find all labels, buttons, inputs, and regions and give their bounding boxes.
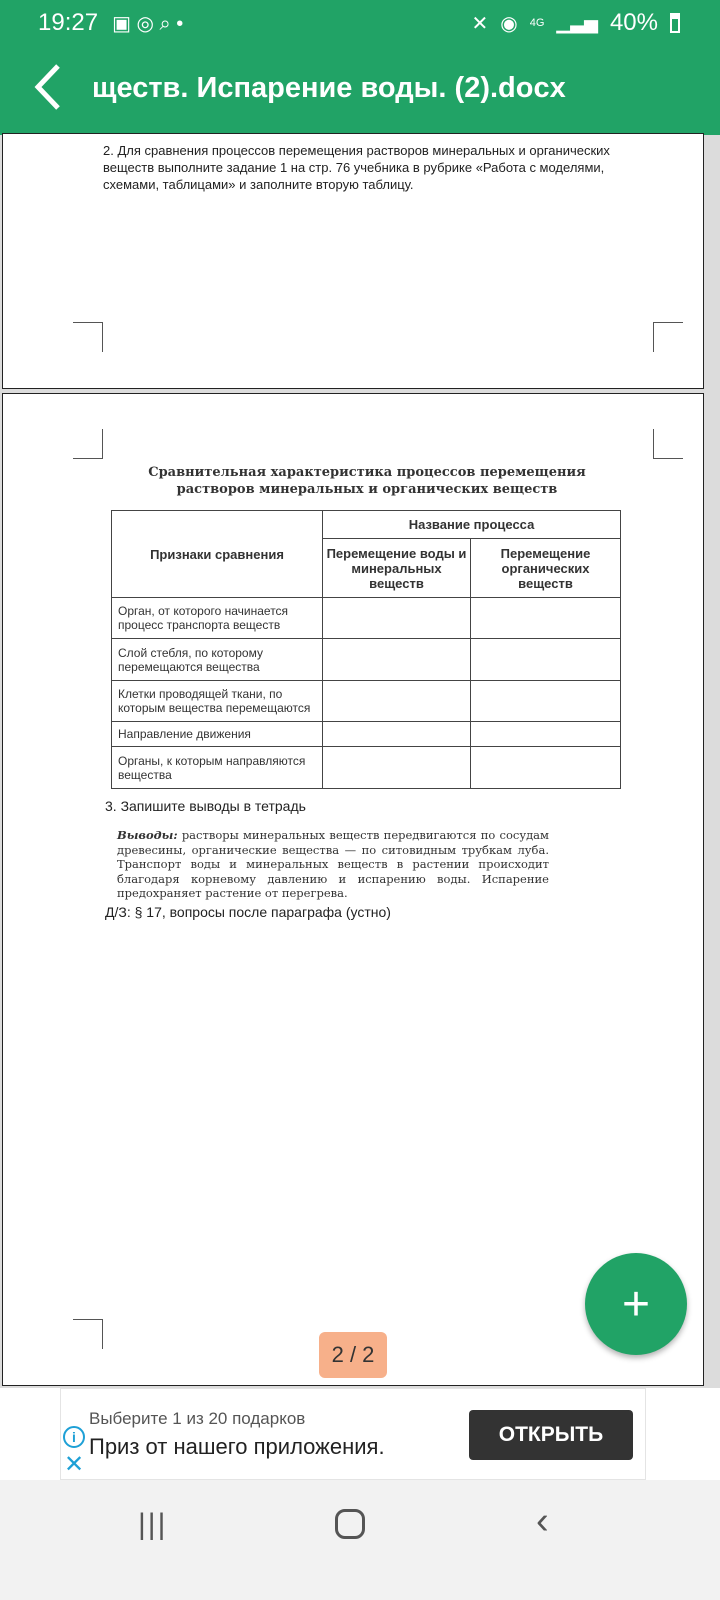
add-button[interactable] xyxy=(585,1253,687,1355)
document-title: ществ. Испарение воды. (2).docx xyxy=(92,72,566,104)
crop-mark xyxy=(653,429,683,459)
navigation-bar xyxy=(0,1480,720,1600)
ad-close-icon[interactable]: ✕ xyxy=(64,1451,85,1478)
conclusion-label: Выводы: xyxy=(117,828,178,842)
ad-banner[interactable] xyxy=(0,1388,720,1480)
cell xyxy=(471,747,621,789)
mute-icon: ✕ xyxy=(471,12,489,35)
battery-level: 40% xyxy=(609,9,658,36)
back-icon[interactable]: ‹ xyxy=(536,1500,549,1542)
back-arrow-icon[interactable] xyxy=(30,62,70,112)
row-label: Слой стебля, по которому перемещаются вещества xyxy=(112,639,323,681)
row-label: Направление движения xyxy=(112,722,323,747)
battery-icon xyxy=(670,13,680,33)
row-label: Клетки проводящей ткани, по которым вещества перемещаются xyxy=(112,681,323,722)
header-process-name: Название процесса xyxy=(323,511,621,539)
cell xyxy=(323,681,471,722)
notification-icons: ▣ ◎ ⌕ • xyxy=(112,12,184,35)
ad-line-1: Выберите 1 из 20 подарков xyxy=(89,1409,306,1428)
document-page-1 xyxy=(2,133,704,389)
ad-open-button[interactable]: ОТКРЫТЬ xyxy=(469,1410,633,1460)
app-bar xyxy=(0,0,720,135)
status-bar xyxy=(38,8,680,38)
hotspot-icon: ◉ xyxy=(500,12,518,35)
table-row xyxy=(112,598,621,639)
page-indicator: 2 / 2 xyxy=(319,1332,387,1378)
table-row xyxy=(112,747,621,789)
cell xyxy=(323,598,471,639)
cell xyxy=(471,598,621,639)
header-organic: Перемещение органических веществ xyxy=(471,539,621,598)
recent-apps-icon[interactable]: ||| xyxy=(138,1508,168,1541)
plus-icon: + xyxy=(621,1277,651,1331)
document-page-2 xyxy=(2,393,704,1386)
crop-mark xyxy=(73,322,103,352)
conclusion-text xyxy=(117,828,549,901)
table-row xyxy=(112,722,621,747)
crop-mark xyxy=(653,322,683,352)
table-row xyxy=(112,639,621,681)
crop-mark xyxy=(73,429,103,459)
signal-icon: ▁▃▅ xyxy=(556,12,598,33)
table-row xyxy=(112,681,621,722)
ad-info-icon[interactable]: i xyxy=(63,1426,85,1448)
ad-line-2: Приз от нашего приложения. xyxy=(89,1434,385,1459)
home-icon[interactable] xyxy=(335,1509,365,1539)
task-3-text: 3. Запишите выводы в тетрадь xyxy=(105,798,306,814)
conclusion-body: растворы минеральных веществ передвигаются по сосудам древесины, органические вещества — по ситовидным трубкам луба. Транспорт воды и минеральных веществ в растении происходит благодаря корневому давлению и испарению воды. Испарение предохраняет растение от перегрева. xyxy=(117,828,549,900)
cell xyxy=(323,747,471,789)
cell xyxy=(323,722,471,747)
clock: 19:27 xyxy=(38,9,99,36)
cell xyxy=(471,681,621,722)
table-title: Сравнительная характеристика процессов перемещения растворов минеральных и органических веществ xyxy=(148,465,586,497)
homework-text: Д/З: § 17, вопросы после параграфа (устно) xyxy=(105,904,391,920)
row-label: Органы, к которым направляются вещества xyxy=(112,747,323,789)
row-label: Орган, от которого начинается процесс транспорта веществ xyxy=(112,598,323,639)
header-water-minerals: Перемещение воды и минеральных веществ xyxy=(323,539,471,598)
comparison-table xyxy=(111,510,621,789)
task-2-text: 2. Для сравнения процессов перемещения растворов минеральных и органических веществ выполните задание 1 на стр. 76 учебника в рубрике «Работа с моделями, схемами, таблицами» и заполните вторую таблицу. xyxy=(103,143,610,192)
cell xyxy=(471,639,621,681)
network-label: 4G xyxy=(529,17,545,29)
cell xyxy=(471,722,621,747)
cell xyxy=(323,639,471,681)
crop-mark xyxy=(73,1319,103,1349)
header-criteria: Признаки сравнения xyxy=(112,511,323,598)
